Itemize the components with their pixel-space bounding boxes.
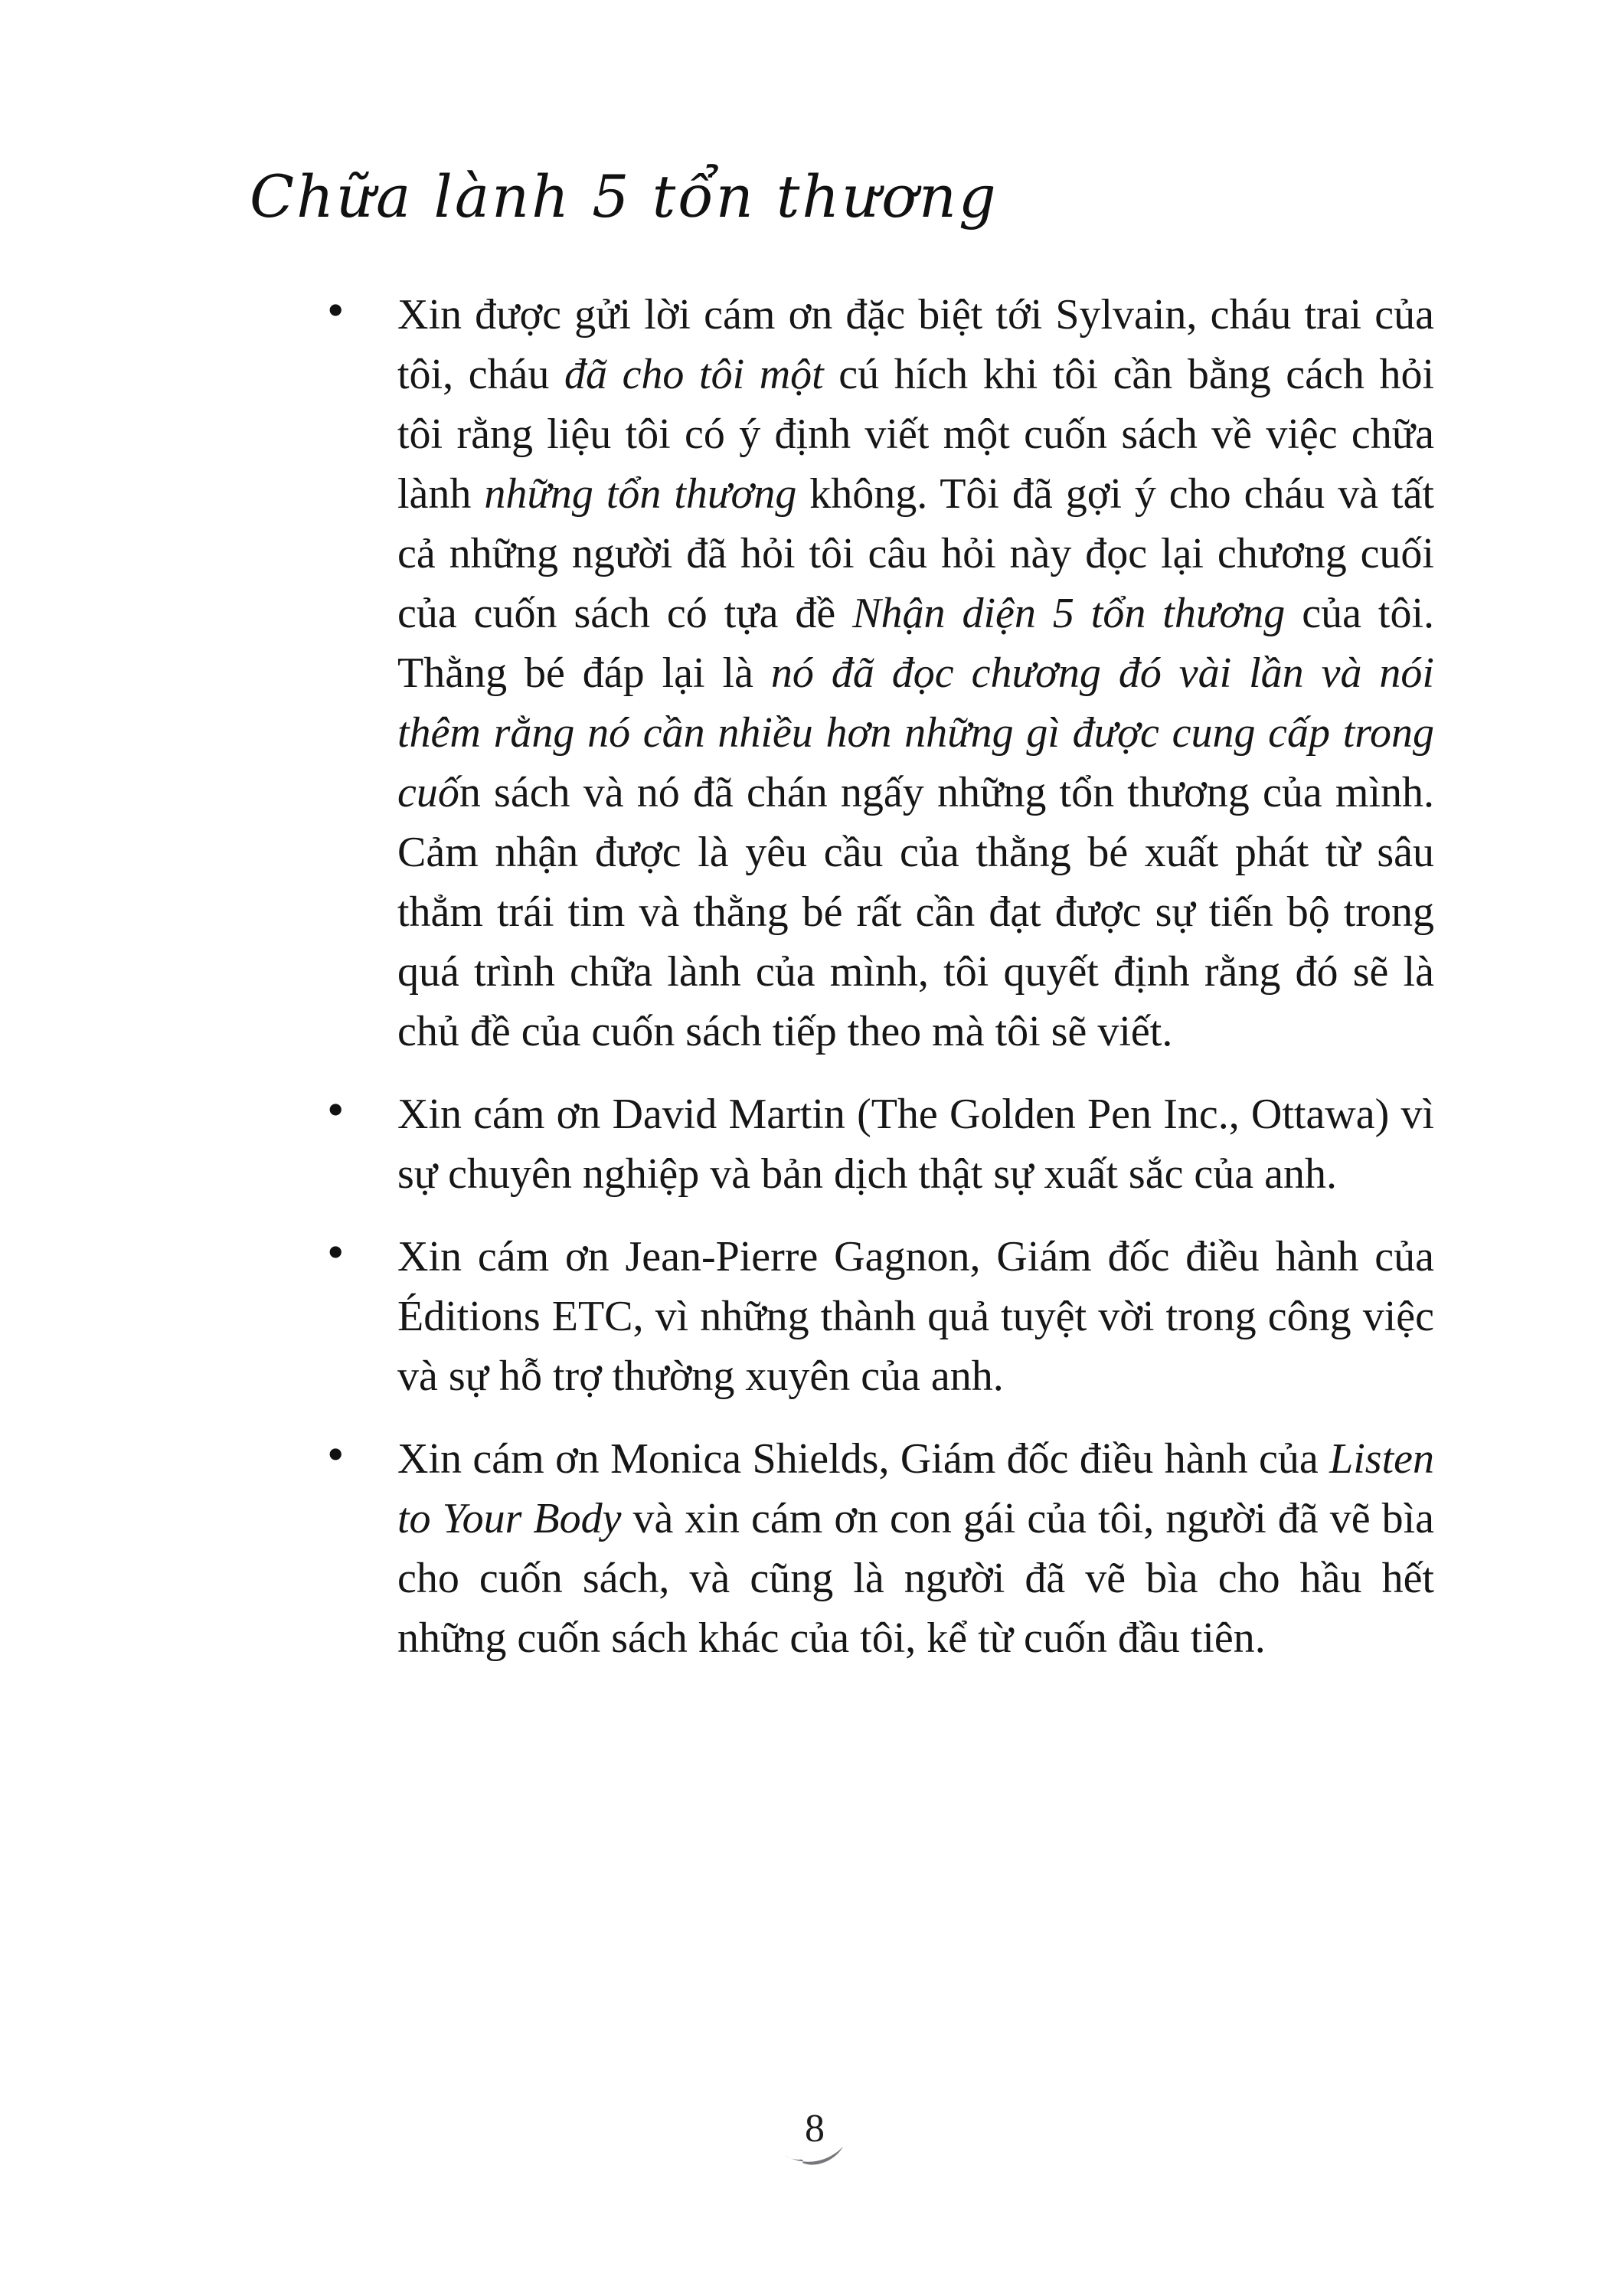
page-content xyxy=(325,285,1434,1691)
list-item xyxy=(325,1084,1434,1204)
list-item xyxy=(325,1429,1434,1668)
list-item-text: Xin cám ơn Jean-Pierre Gagnon, Giám đốc điều hành của Éditions ETC, vì những thành quả tuyệt vời trong công việc và sự hỗ trợ thường xuyên của anh. xyxy=(397,1233,1434,1400)
list-item-text: Xin cám ơn David Martin (The Golden Pen Inc., Ottawa) vì sự chuyên nghiệp và bản dịch thật sự xuất sắc của anh. xyxy=(397,1091,1434,1198)
bullet-icon: • xyxy=(327,1082,345,1137)
acknowledgement-list xyxy=(325,285,1434,1668)
bullet-icon: • xyxy=(327,283,345,337)
list-item-text: Xin được gửi lời cám ơn đặc biệt tới Sylvain, cháu trai của tôi, cháu đã cho tôi một cú hích khi tôi cần bằng cách hỏi tôi rằng liệu tôi có ý định viết một cuốn sách về việc chữa lành những tổn thương không. Tôi đã gợi ý cho cháu và tất cả những người đã hỏi tôi câu hỏi này đọc lại chương cuối của cuốn sách có tựa đề Nhận diện 5 tổn thương của tôi. Thằng bé đáp lại là nó đã đọc chương đó vài lần và nói thêm rằng nó cần nhiều hơn những gì được cung cấp trong cuốn sách và nó đã chán ngấy những tổn thương của mình. Cảm nhận được là yêu cầu của thằng bé xuất phát từ sâu thẳm trái tim và thằng bé rất cần đạt được sự tiến bộ trong quá trình chữa lành của mình, tôi quyết định rằng đó sẽ là chủ đề của cuốn sách tiếp theo mà tôi sẽ viết. xyxy=(397,291,1435,1055)
bullet-icon: • xyxy=(327,1427,345,1481)
running-header: Chữa lành 5 tổn thương xyxy=(250,162,998,231)
folio xyxy=(784,2108,845,2166)
list-item xyxy=(325,285,1434,1061)
list-item xyxy=(325,1227,1434,1406)
page-footer xyxy=(0,2108,1608,2166)
list-item-text: Xin cám ơn Monica Shields, Giám đốc điều hành của Listen to Your Body và xin cám ơn con gái của tôi, người đã vẽ bìa cho cuốn sách, và cũng là người đã vẽ bìa cho hầu hết những cuốn sách khác của tôi, kể từ cuốn đầu tiên. xyxy=(397,1435,1434,1662)
page-number: 8 xyxy=(805,2107,825,2150)
bullet-icon: • xyxy=(327,1225,345,1279)
